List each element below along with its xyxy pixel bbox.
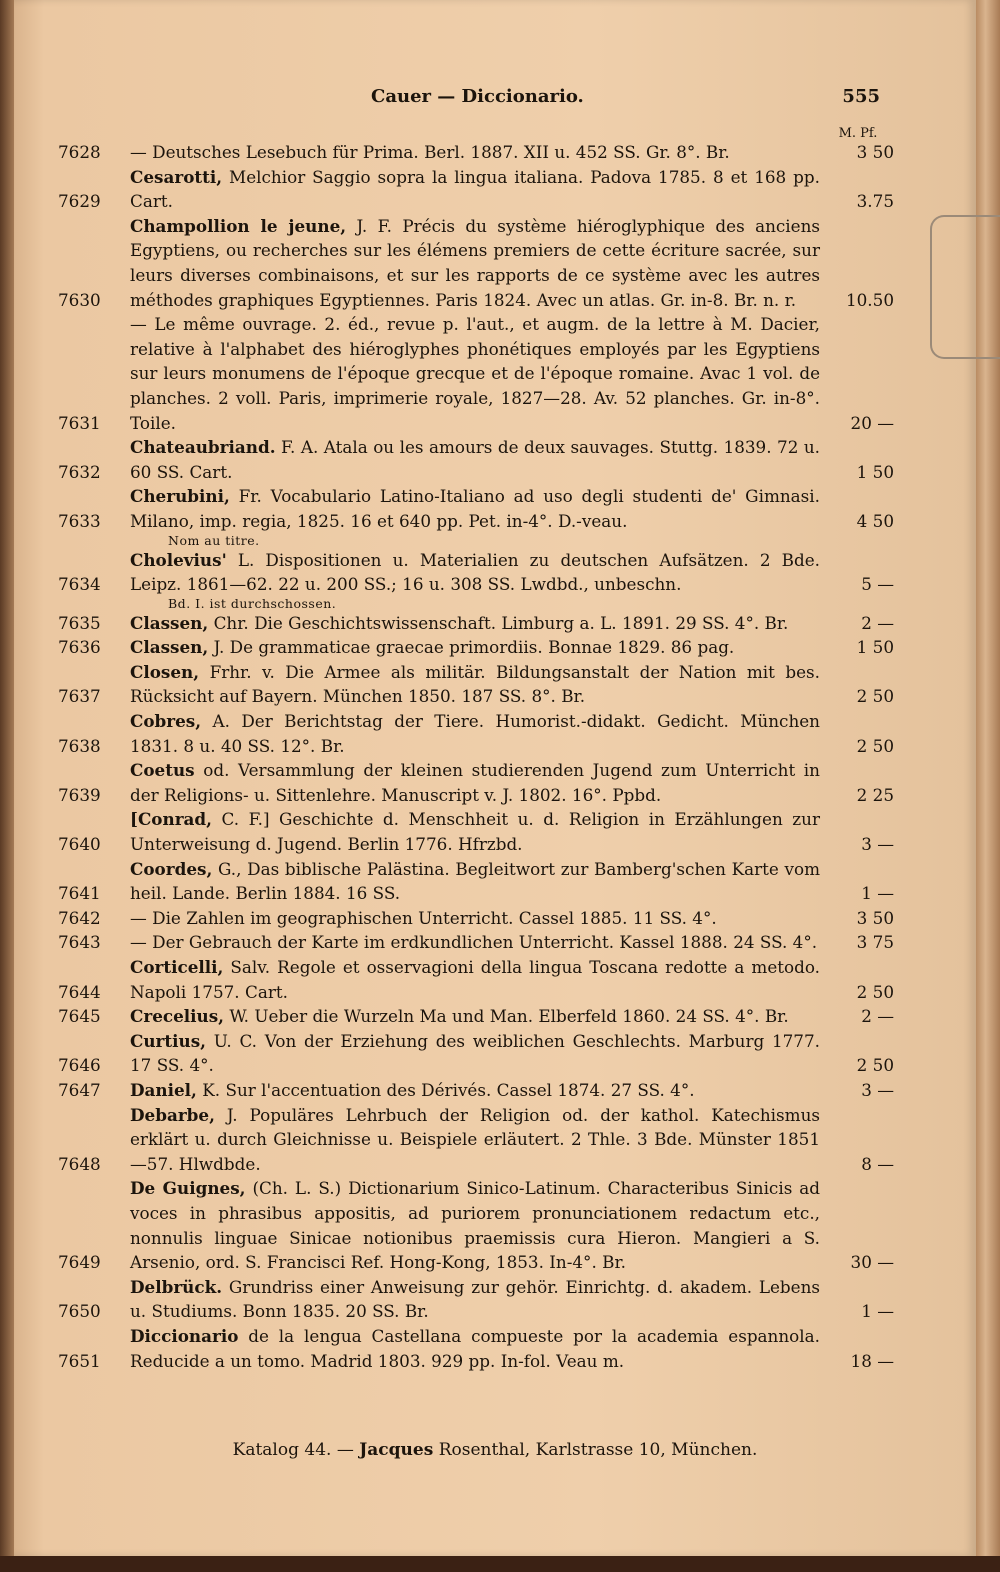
entry-description: A. Der Berichtstag der Tiere. Humorist.-didakt. Gedicht. München 1831. 8 u. 40 SS. 12°. Br. bbox=[130, 711, 820, 756]
entry-text bbox=[130, 930, 820, 955]
entry-author: Corticelli, bbox=[130, 957, 224, 977]
entry-description: de la lengua Castellana compueste por la academia espannola. Reducide a un tomo. Madrid 1803. 929 pp. In-fol. Veau m. bbox=[130, 1325, 820, 1371]
entry-description: — Der Gebrauch der Karte im erdkundlichen Unterricht. Kassel 1888. 24 SS. 4°. bbox=[130, 932, 818, 953]
footer bbox=[0, 1440, 960, 1460]
entry-text bbox=[130, 435, 820, 484]
catalog-entry bbox=[0, 1103, 960, 1177]
entry-price: 3 75 bbox=[856, 932, 894, 953]
entry-note: Bd. I. ist durchschossen. bbox=[168, 595, 337, 611]
footer-prefix: Katalog 44. — bbox=[232, 1440, 354, 1460]
entry-price: 10.50 bbox=[845, 289, 894, 310]
entry-number: 7649 bbox=[58, 1252, 101, 1273]
running-title: Cauer — Diccionario. bbox=[371, 86, 584, 107]
entry-author: [Conrad, bbox=[130, 809, 212, 830]
entry-price: 5 — bbox=[861, 574, 894, 595]
page-header bbox=[0, 86, 960, 110]
entry-number: 7639 bbox=[58, 784, 101, 805]
catalog-entry bbox=[0, 1078, 960, 1103]
currency-heading: M. Pf. bbox=[838, 126, 878, 141]
entry-price: 20 — bbox=[850, 412, 894, 433]
entry-text bbox=[130, 214, 820, 312]
entry-price: 4 50 bbox=[856, 510, 894, 531]
catalog-entry bbox=[0, 955, 960, 1004]
entry-number: 7651 bbox=[58, 1350, 101, 1371]
entry-number: 7648 bbox=[58, 1153, 101, 1174]
entry-text bbox=[130, 165, 820, 214]
entry-author: Classen, bbox=[130, 612, 209, 633]
catalog-entry bbox=[0, 312, 960, 435]
entry-description: Fr. Vocabulario Latino-Italiano ad uso degli studenti de' Gimnasi. Milano, imp. regia, 1825. 16 et 640 pp. Pet. in-4°. D.-veau. bbox=[130, 486, 820, 531]
entry-price: 8 — bbox=[861, 1153, 894, 1174]
entry-text bbox=[130, 758, 820, 807]
entry-number: 7647 bbox=[58, 1079, 101, 1100]
entry-text bbox=[130, 1275, 820, 1324]
entry-description: (Ch. L. S.) Dictionarium Sinico-Latinum. Characteribus Sinicis ad voces in phrasibus appositis, ad puriorem pronunciationem redactum etc., nonnulis linguae Sinicae notionibus praemissis cura Hieron. Mangieri a S. Arsenio, ord. S. Francisci Ref. Hong-Kong, 1853. In-4°. Br. bbox=[130, 1178, 820, 1273]
entry-number: 7633 bbox=[58, 510, 101, 531]
entry-price: 1 50 bbox=[856, 637, 894, 658]
entry-number: 7635 bbox=[58, 612, 101, 633]
catalog-entry bbox=[0, 660, 960, 709]
entry-description: Frhr. v. Die Armee als militär. Bildungsanstalt der Nation mit bes. Rücksicht auf Bayern. München 1850. 187 SS. 8°. Br. bbox=[130, 661, 820, 707]
entry-text bbox=[130, 1324, 820, 1373]
entry-number: 7638 bbox=[58, 735, 101, 756]
entry-author: Crecelius, bbox=[130, 1006, 225, 1027]
entry-text bbox=[130, 955, 820, 1004]
entry-text bbox=[130, 484, 820, 533]
entry-author: Classen, bbox=[130, 637, 209, 658]
footer-publisher: Jacques bbox=[359, 1440, 434, 1460]
entry-description: G., Das biblische Palästina. Begleitwort zur Bamberg'schen Karte vom heil. Lande. Berlin 1884. 16 SS. bbox=[130, 858, 820, 904]
entry-text bbox=[130, 857, 820, 906]
catalog-entry bbox=[0, 1324, 960, 1373]
entry-author: Daniel, bbox=[130, 1079, 197, 1100]
catalog-entry bbox=[0, 548, 960, 597]
entry-text bbox=[130, 709, 820, 758]
entry-price: 1 — bbox=[861, 1301, 894, 1322]
entry-text bbox=[130, 1176, 820, 1274]
entry-price: 3 50 bbox=[856, 907, 894, 928]
footer-address: Rosenthal, Karlstrasse 10, München. bbox=[438, 1440, 758, 1460]
entry-description: J. De grammaticae graecae primordiis. Bonnae 1829. 86 pag. bbox=[213, 637, 735, 658]
entry-number: 7629 bbox=[58, 191, 101, 212]
entry-number: 7630 bbox=[58, 289, 101, 310]
catalog-entry bbox=[0, 214, 960, 312]
entry-price: 2 — bbox=[861, 612, 894, 633]
entry-text bbox=[130, 611, 820, 636]
entry-number: 7643 bbox=[58, 932, 101, 953]
entry-text bbox=[130, 906, 820, 931]
entry-description: K. Sur l'accentuation des Dérivés. Cassel 1874. 27 SS. 4°. bbox=[202, 1079, 695, 1100]
entry-number: 7636 bbox=[58, 637, 101, 658]
entry-author: Cherubini, bbox=[130, 486, 230, 507]
catalog-entry bbox=[0, 807, 960, 856]
catalog-entry bbox=[0, 1029, 960, 1078]
entry-number: 7637 bbox=[58, 686, 101, 707]
catalog-entry bbox=[0, 484, 960, 533]
entry-author: Cobres, bbox=[130, 711, 202, 732]
entry-author: Debarbe, bbox=[130, 1104, 215, 1125]
entry-text bbox=[130, 1103, 820, 1177]
catalog-entry bbox=[0, 930, 960, 955]
entry-description: Melchior Saggio sopra la lingua italiana. Padova 1785. 8 et 168 pp. Cart. bbox=[130, 166, 820, 212]
entry-price: 1 50 bbox=[856, 461, 894, 482]
entry-price: 2 50 bbox=[856, 686, 894, 707]
entry-text bbox=[130, 1078, 820, 1103]
entry-price: 30 — bbox=[850, 1252, 894, 1273]
catalog-entry bbox=[0, 857, 960, 906]
entry-price: 2 — bbox=[861, 1006, 894, 1027]
entry-text bbox=[130, 548, 820, 597]
catalog-entry bbox=[0, 1275, 960, 1324]
entry-description: C. F.] Geschichte d. Menschheit u. d. Religion in Erzählungen zur Unterweisung d. Jugend. Berlin 1776. Hfrzbd. bbox=[130, 809, 820, 855]
entry-number: 7644 bbox=[58, 981, 101, 1002]
entry-price: 3 — bbox=[861, 834, 894, 855]
bottom-strip bbox=[0, 1556, 1000, 1572]
catalog-entry bbox=[0, 1176, 960, 1274]
entry-number: 7628 bbox=[58, 142, 101, 162]
entry-number: 7631 bbox=[58, 412, 101, 433]
entry-text bbox=[130, 1004, 820, 1029]
entry-description: L. Dispositionen u. Materialien zu deutschen Aufsätzen. 2 Bde. Leipz. 1861—62. 22 u. 200 SS.; 16 u. 308 SS. Lwdbd., unbeschn. bbox=[130, 549, 820, 595]
entry-author: De Guignes, bbox=[130, 1178, 246, 1199]
entry-description: — Deutsches Lesebuch für Prima. Berl. 1887. XII u. 452 SS. Gr. 8°. Br. bbox=[130, 142, 730, 162]
entry-description: J. Populäres Lehrbuch der Religion od. der kathol. Katechismus erklärt u. durch Gleichnisse u. Beispiele erläutert. 2 Thle. 3 Bde. Münster 1851—57. Hlwdbde. bbox=[130, 1104, 820, 1174]
entry-price: 2 50 bbox=[856, 1055, 894, 1076]
entry-description: W. Ueber die Wurzeln Ma und Man. Elberfeld 1860. 24 SS. 4°. Br. bbox=[229, 1006, 789, 1027]
catalog-entry bbox=[0, 709, 960, 758]
entry-price: 2 50 bbox=[856, 981, 894, 1002]
entry-number: 7641 bbox=[58, 883, 101, 904]
catalog-entry bbox=[0, 140, 960, 165]
entry-author: Cesarotti, bbox=[130, 166, 223, 187]
entry-description: U. C. Von der Erziehung des weiblichen Geschlechts. Marburg 1777. 17 SS. 4°. bbox=[130, 1030, 820, 1076]
entry-description: — Le même ouvrage. 2. éd., revue p. l'aut., et augm. de la lettre à M. Dacier, relative à l'alphabet des hiéroglyphes phonétiques employés par les Egyptiens sur leurs monumens de l'époque grecque et de l'époque romaine. Avac 1 vol. de planches. 2 voll. Paris, imprimerie royale, 1827—28. Av. 52 planches. Gr. in-8°. Toile. bbox=[130, 314, 820, 433]
entry-number: 7634 bbox=[58, 574, 101, 595]
entry-author: Coetus bbox=[130, 760, 195, 781]
entry-price: 3 — bbox=[861, 1079, 894, 1100]
entry-price: 2 25 bbox=[856, 784, 894, 805]
catalog-entry bbox=[0, 435, 960, 484]
entry-price: 2 50 bbox=[856, 735, 894, 756]
entry-text bbox=[130, 660, 820, 709]
catalog-entry bbox=[0, 906, 960, 931]
catalog-entry bbox=[0, 758, 960, 807]
entry-author: Curtius, bbox=[130, 1030, 207, 1051]
entry-price: 3 50 bbox=[856, 142, 894, 162]
entry-note: Nom au titre. bbox=[168, 532, 260, 548]
entry-price: 3.75 bbox=[856, 191, 894, 212]
entry-author: Delbrück. bbox=[130, 1276, 223, 1297]
entry-price: 1 — bbox=[861, 883, 894, 904]
catalog-entry bbox=[0, 635, 960, 660]
entry-number: 7632 bbox=[58, 461, 101, 482]
entry-text bbox=[130, 807, 820, 856]
entry-author: Cholevius' bbox=[130, 549, 227, 570]
entry-author: Closen, bbox=[130, 661, 200, 682]
entry-price: 18 — bbox=[850, 1350, 894, 1371]
entry-number: 7642 bbox=[58, 907, 101, 928]
entry-description: F. A. Atala ou les amours de deux sauvages. Stuttg. 1839. 72 u. 60 SS. Cart. bbox=[130, 437, 820, 482]
entry-number: 7645 bbox=[58, 1006, 101, 1027]
entry-description: Grundriss einer Anweisung zur gehör. Einrichtg. d. akadem. Lebens u. Studiums. Bonn 1835. 20 SS. Br. bbox=[130, 1276, 820, 1322]
entry-text bbox=[130, 635, 820, 660]
entry-author: Chateaubriand. bbox=[130, 437, 276, 458]
entry-text bbox=[130, 140, 820, 165]
entry-text bbox=[130, 1029, 820, 1078]
entry-description: od. Versammlung der kleinen studierenden Jugend zum Unterricht in der Religions- u. Sittenlehre. Manuscript v. J. 1802. 16°. Ppbd. bbox=[130, 760, 820, 805]
entry-description: J. F. Précis du système hiéroglyphique des anciens Egyptiens, ou recherches sur les élémens premiers de cette écriture sacrée, sur leurs diverses combinaisons, et sur les rapports de ce système avec les autres méthodes graphiques Egyptiennes. Paris 1824. Avec un atlas. Gr. in-8. Br. n. r. bbox=[130, 215, 820, 310]
page-number: 555 bbox=[842, 86, 880, 107]
entry-text bbox=[130, 312, 820, 435]
entry-number: 7646 bbox=[58, 1055, 101, 1076]
entry-list bbox=[0, 140, 960, 1373]
entry-author: Coordes, bbox=[130, 858, 213, 879]
entry-description: Salv. Regole et osservagioni della lingua Toscana redotte a metodo. Napoli 1757. Cart. bbox=[130, 957, 820, 1002]
entry-author: Diccionario bbox=[130, 1325, 239, 1346]
catalog-entry bbox=[0, 611, 960, 636]
entry-description: Chr. Die Geschichtswissenschaft. Limburg a. L. 1891. 29 SS. 4°. Br. bbox=[213, 612, 789, 633]
catalog-entry bbox=[0, 1004, 960, 1029]
entry-author: Champollion le jeune, bbox=[130, 215, 347, 236]
catalog-entry bbox=[0, 165, 960, 214]
entry-number: 7650 bbox=[58, 1301, 101, 1322]
entry-number: 7640 bbox=[58, 834, 101, 855]
entry-description: — Die Zahlen im geographischen Unterricht. Cassel 1885. 11 SS. 4°. bbox=[130, 907, 717, 928]
